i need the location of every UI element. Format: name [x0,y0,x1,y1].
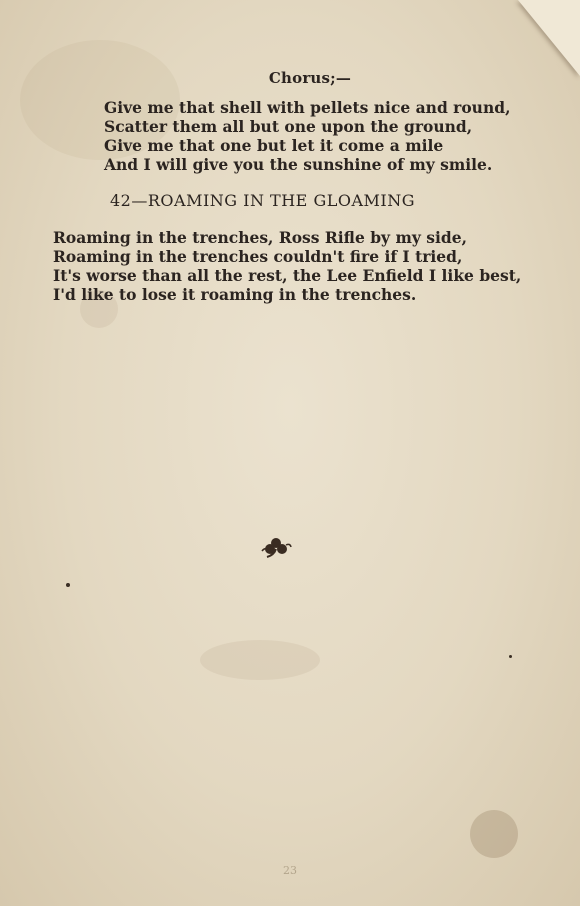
stain [470,810,518,858]
ink-speck [66,583,70,587]
chorus-line: Give me that one but let it come a mile [104,136,444,155]
verse-line: It's worse than all the rest, the Lee Enfield I like best, [53,266,522,285]
folded-corner [518,0,580,76]
verse-line: Roaming in the trenches, Ross Rifle by my side, [53,228,467,247]
chorus-heading: Chorus;— [268,69,352,87]
song-title: 42—ROAMING IN THE GLOAMING [110,191,416,210]
chorus-line: Scatter them all but one upon the ground, [104,117,473,136]
chorus-verse [104,98,510,174]
clover-ornament-icon [258,535,294,559]
verse-line: Roaming in the trenches couldn't fire if I tried, [53,247,463,266]
song-verse [53,228,521,304]
page-number: 23 [283,864,297,877]
verse-line: I'd like to lose it roaming in the trenches. [53,285,417,304]
ink-speck [509,655,512,658]
chorus-line: And I will give you the sunshine of my smile. [104,155,493,174]
chorus-line: Give me that shell with pellets nice and round, [104,98,511,117]
stain [200,640,320,680]
